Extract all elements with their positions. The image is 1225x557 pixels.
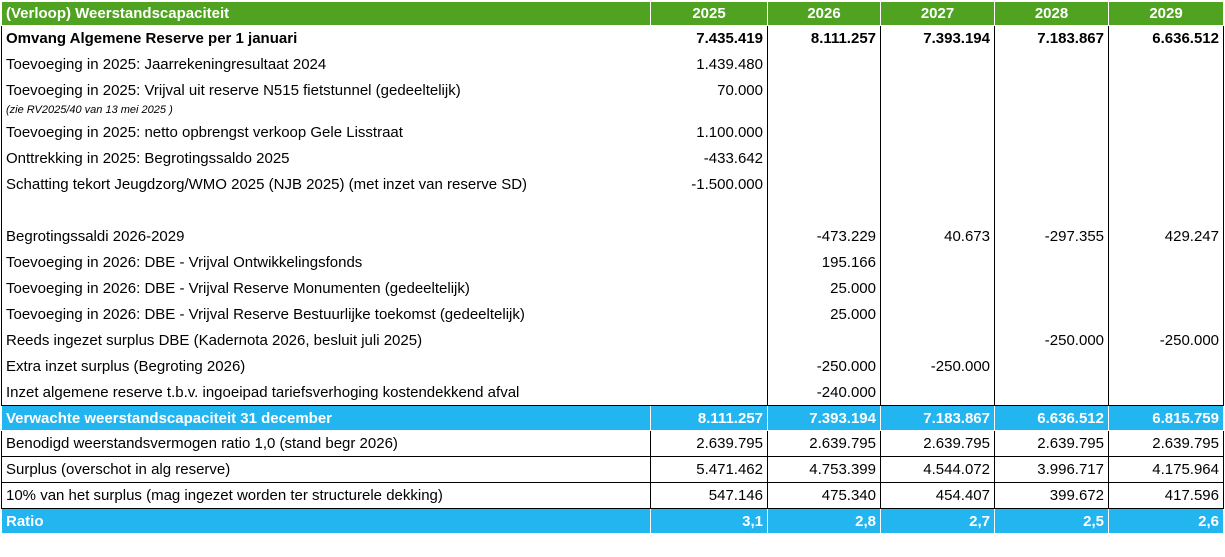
cell-2029 <box>1109 146 1224 172</box>
year-header-2029: 2029 <box>1109 2 1224 26</box>
cell-2027 <box>881 198 995 224</box>
cell-2025: 8.111.257 <box>651 406 768 431</box>
cell-2027 <box>881 328 995 354</box>
table-row <box>2 509 1224 534</box>
cell-2025 <box>651 104 768 120</box>
cell-2026: 2,8 <box>768 509 881 534</box>
table-row <box>2 104 1224 120</box>
table-row <box>2 302 1224 328</box>
table-row <box>2 354 1224 380</box>
cell-2026: 2.639.795 <box>768 431 881 457</box>
cell-2028: 3.996.717 <box>995 457 1109 483</box>
cell-2028: 2.639.795 <box>995 431 1109 457</box>
cell-2025: 1.100.000 <box>651 120 768 146</box>
cell-2028 <box>995 120 1109 146</box>
cell-2027 <box>881 52 995 78</box>
cell-2027: 7.393.194 <box>881 26 995 52</box>
cell-2027 <box>881 78 995 104</box>
table-row <box>2 172 1224 198</box>
cell-2025 <box>651 328 768 354</box>
cell-2028: 7.183.867 <box>995 26 1109 52</box>
cell-2027 <box>881 120 995 146</box>
cell-2028 <box>995 354 1109 380</box>
cell-2025: 70.000 <box>651 78 768 104</box>
table-row <box>2 406 1224 431</box>
row-label: Benodigd weerstandsvermogen ratio 1,0 (stand begr 2026) <box>2 431 651 457</box>
table-row <box>2 328 1224 354</box>
cell-2028: 399.672 <box>995 483 1109 509</box>
cell-2026 <box>768 52 881 78</box>
cell-2025 <box>651 276 768 302</box>
cell-2028 <box>995 172 1109 198</box>
row-label: Toevoeging in 2026: DBE - Vrijval Ontwikkelingsfonds <box>2 250 651 276</box>
cell-2026: 25.000 <box>768 276 881 302</box>
cell-2025 <box>651 250 768 276</box>
cell-2029 <box>1109 120 1224 146</box>
cell-2026: 7.393.194 <box>768 406 881 431</box>
cell-2029 <box>1109 78 1224 104</box>
cell-2025 <box>651 354 768 380</box>
cell-2027 <box>881 104 995 120</box>
cell-2029: 2.639.795 <box>1109 431 1224 457</box>
row-label: Schatting tekort Jeugdzorg/WMO 2025 (NJB 2025) (met inzet van reserve SD) <box>2 172 651 198</box>
row-label: Onttrekking in 2025: Begrotingssaldo 2025 <box>2 146 651 172</box>
cell-2025: 7.435.419 <box>651 26 768 52</box>
row-label: Toevoeging in 2026: DBE - Vrijval Reserve Monumenten (gedeeltelijk) <box>2 276 651 302</box>
table-row <box>2 52 1224 78</box>
cell-2026 <box>768 328 881 354</box>
cell-2025 <box>651 302 768 328</box>
year-header-2026: 2026 <box>768 2 881 26</box>
cell-2028 <box>995 78 1109 104</box>
cell-2026: 475.340 <box>768 483 881 509</box>
cell-2025: 5.471.462 <box>651 457 768 483</box>
row-label: Toevoeging in 2025: Vrijval uit reserve N515 fietstunnel (gedeeltelijk) <box>2 78 651 104</box>
row-label: Omvang Algemene Reserve per 1 januari <box>2 26 651 52</box>
cell-2026: -473.229 <box>768 224 881 250</box>
cell-2028: -250.000 <box>995 328 1109 354</box>
row-label: Verwachte weerstandscapaciteit 31 december <box>2 406 651 431</box>
cell-2029: 417.596 <box>1109 483 1224 509</box>
cell-2028 <box>995 52 1109 78</box>
cell-2026: 195.166 <box>768 250 881 276</box>
table-row <box>2 483 1224 509</box>
cell-2029 <box>1109 302 1224 328</box>
table-row <box>2 276 1224 302</box>
row-label: Toevoeging in 2025: netto opbrengst verkoop Gele Lisstraat <box>2 120 651 146</box>
row-label: Ratio <box>2 509 651 534</box>
cell-2026: -250.000 <box>768 354 881 380</box>
cell-2027 <box>881 380 995 406</box>
row-label: Toevoeging in 2025: Jaarrekeningresultaat 2024 <box>2 52 651 78</box>
cell-2026 <box>768 172 881 198</box>
row-label: Toevoeging in 2026: DBE - Vrijval Reserve Bestuurlijke toekomst (gedeeltelijk) <box>2 302 651 328</box>
row-label: Inzet algemene reserve t.b.v. ingoeipad tariefsverhoging kostendekkend afval <box>2 380 651 406</box>
table-row <box>2 457 1224 483</box>
cell-2027 <box>881 250 995 276</box>
cell-2027: 7.183.867 <box>881 406 995 431</box>
cell-2029 <box>1109 52 1224 78</box>
cell-2027: 2,7 <box>881 509 995 534</box>
cell-2028 <box>995 302 1109 328</box>
table-row <box>2 250 1224 276</box>
row-label: Reeds ingezet surplus DBE (Kadernota 2026, besluit juli 2025) <box>2 328 651 354</box>
row-label <box>2 198 651 224</box>
year-header-2025: 2025 <box>651 2 768 26</box>
cell-2025 <box>651 224 768 250</box>
cell-2028: 6.636.512 <box>995 406 1109 431</box>
cell-2029 <box>1109 172 1224 198</box>
cell-2028 <box>995 198 1109 224</box>
cell-2028: -297.355 <box>995 224 1109 250</box>
cell-2025: -433.642 <box>651 146 768 172</box>
cell-2026: 8.111.257 <box>768 26 881 52</box>
cell-2026 <box>768 104 881 120</box>
cell-2025: 1.439.480 <box>651 52 768 78</box>
cell-2028 <box>995 104 1109 120</box>
table-title: (Verloop) Weerstandscapaciteit <box>2 2 651 26</box>
cell-2028 <box>995 276 1109 302</box>
cell-2025: 547.146 <box>651 483 768 509</box>
row-label: Begrotingssaldi 2026-2029 <box>2 224 651 250</box>
cell-2028 <box>995 250 1109 276</box>
row-label: Surplus (overschot in alg reserve) <box>2 457 651 483</box>
cell-2026 <box>768 78 881 104</box>
cell-2027: 4.544.072 <box>881 457 995 483</box>
cell-2029 <box>1109 104 1224 120</box>
cell-2025: 3,1 <box>651 509 768 534</box>
cell-2026 <box>768 146 881 172</box>
table-row <box>2 78 1224 104</box>
cell-2027 <box>881 172 995 198</box>
cell-2029 <box>1109 250 1224 276</box>
cell-2026 <box>768 120 881 146</box>
cell-2029: -250.000 <box>1109 328 1224 354</box>
cell-2027 <box>881 276 995 302</box>
cell-2029 <box>1109 354 1224 380</box>
table-row <box>2 380 1224 406</box>
cell-2027: 40.673 <box>881 224 995 250</box>
cell-2028 <box>995 146 1109 172</box>
cell-2029 <box>1109 198 1224 224</box>
table-row <box>2 120 1224 146</box>
table-row <box>2 26 1224 52</box>
table-row <box>2 224 1224 250</box>
cell-2029 <box>1109 380 1224 406</box>
cell-2029 <box>1109 276 1224 302</box>
cell-2027: -250.000 <box>881 354 995 380</box>
cell-2025 <box>651 198 768 224</box>
weerstandscapaciteit-table <box>1 1 1224 534</box>
cell-2029: 429.247 <box>1109 224 1224 250</box>
cell-2028 <box>995 380 1109 406</box>
table-row <box>2 198 1224 224</box>
cell-2027 <box>881 302 995 328</box>
row-label: (zie RV2025/40 van 13 mei 2025 ) <box>2 104 651 120</box>
cell-2029: 2,6 <box>1109 509 1224 534</box>
cell-2027: 2.639.795 <box>881 431 995 457</box>
year-header-2028: 2028 <box>995 2 1109 26</box>
cell-2026 <box>768 198 881 224</box>
cell-2028: 2,5 <box>995 509 1109 534</box>
table-header-row <box>2 2 1224 26</box>
cell-2026: 25.000 <box>768 302 881 328</box>
table-row <box>2 431 1224 457</box>
cell-2029: 6.815.759 <box>1109 406 1224 431</box>
cell-2027: 454.407 <box>881 483 995 509</box>
cell-2026: -240.000 <box>768 380 881 406</box>
row-label: 10% van het surplus (mag ingezet worden ter structurele dekking) <box>2 483 651 509</box>
row-label: Extra inzet surplus (Begroting 2026) <box>2 354 651 380</box>
cell-2029: 4.175.964 <box>1109 457 1224 483</box>
cell-2026: 4.753.399 <box>768 457 881 483</box>
cell-2029: 6.636.512 <box>1109 26 1224 52</box>
cell-2025 <box>651 380 768 406</box>
year-header-2027: 2027 <box>881 2 995 26</box>
cell-2025: -1.500.000 <box>651 172 768 198</box>
cell-2025: 2.639.795 <box>651 431 768 457</box>
cell-2027 <box>881 146 995 172</box>
table-row <box>2 146 1224 172</box>
